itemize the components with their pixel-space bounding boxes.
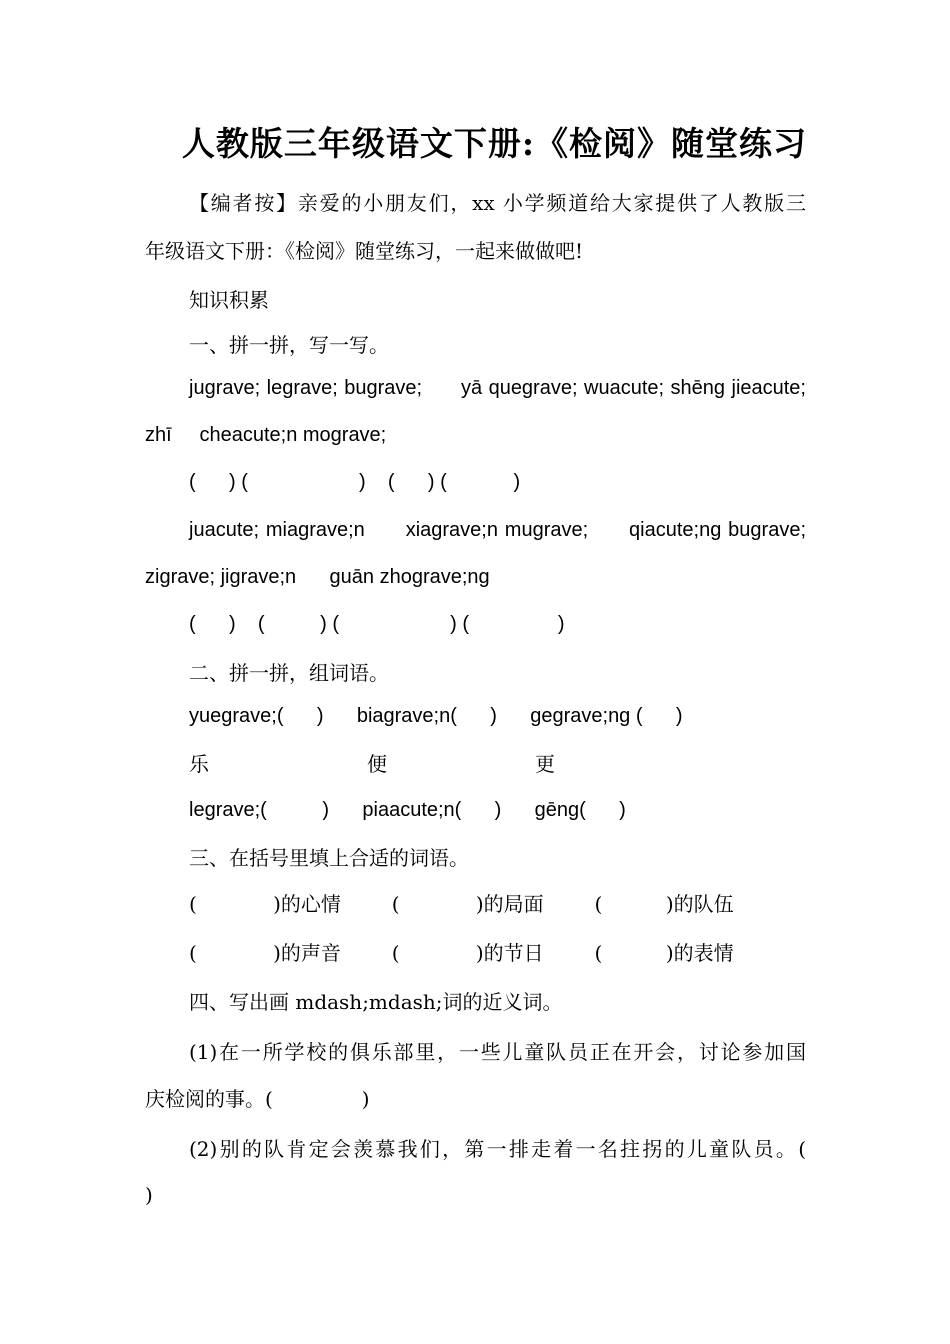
section4-q1-line2: 庆检阅的事。( ) (145, 1087, 370, 1111)
section2-heading: 二、拼一拼，组词语。 (189, 661, 389, 685)
section4-q2-line1: (2)别的队肯定会羡慕我们，第一排走着一名拄拐的儿童队员。( (189, 1137, 806, 1161)
section1-row1-pinyin: jugrave; legrave; bugrave; yā quegrave; wuacute; shēng jieacute; (189, 377, 806, 399)
intro-line-1: 【编者按】亲爱的小朋友们，xx 小学频道给大家提供了人教版三 (189, 191, 806, 215)
section2-char-le: 乐 (189, 752, 209, 776)
section4-q1-line1: (1)在一所学校的俱乐部里，一些儿童队员正在开会，讨论参加国 (189, 1040, 806, 1064)
page-title: 人教版三年级语文下册:《检阅》随堂练习 (181, 124, 807, 163)
section1-row2-pinyin-cont: zigrave; jigrave;n guān zhograve;ng (145, 566, 490, 588)
section1-row1-blanks: ( ) ( ) ( ) ( ) (189, 471, 521, 493)
intro-line-2: 年级语文下册：《检阅》随堂练习，一起来做做吧! (145, 239, 584, 263)
section1-row2-blanks: ( ) ( ) ( ) ( ) (189, 613, 565, 635)
section2-char-bian: 便 (367, 752, 387, 776)
section3-heading: 三、在括号里填上合适的词语。 (189, 846, 469, 870)
section1-row1-pinyin-cont: zhī cheacute;n mograve; (145, 424, 387, 446)
section2-row2: legrave;( ) piaacute;n( ) gēng( ) (189, 799, 626, 821)
section2-row1: yuegrave;( ) biagrave;n( ) gegrave;ng ( ) (189, 705, 683, 727)
section4-q2-line2: ) (145, 1183, 153, 1207)
section2-char-geng: 更 (535, 752, 555, 776)
heading-knowledge: 知识积累 (189, 288, 269, 312)
section4-heading: 四、写出画 mdash;mdash;词的近义词。 (189, 990, 563, 1014)
section1-row2-pinyin: juacute; miagrave;n xiagrave;n mugrave; qiacute;ng bugrave; (189, 519, 806, 541)
section1-heading: 一、拼一拼，写一写。 (189, 333, 389, 357)
section3-row2: ( )的声音 ( )的节日 ( )的表情 (189, 941, 734, 965)
section3-row1: ( )的心情 ( )的局面 ( )的队伍 (189, 892, 734, 916)
